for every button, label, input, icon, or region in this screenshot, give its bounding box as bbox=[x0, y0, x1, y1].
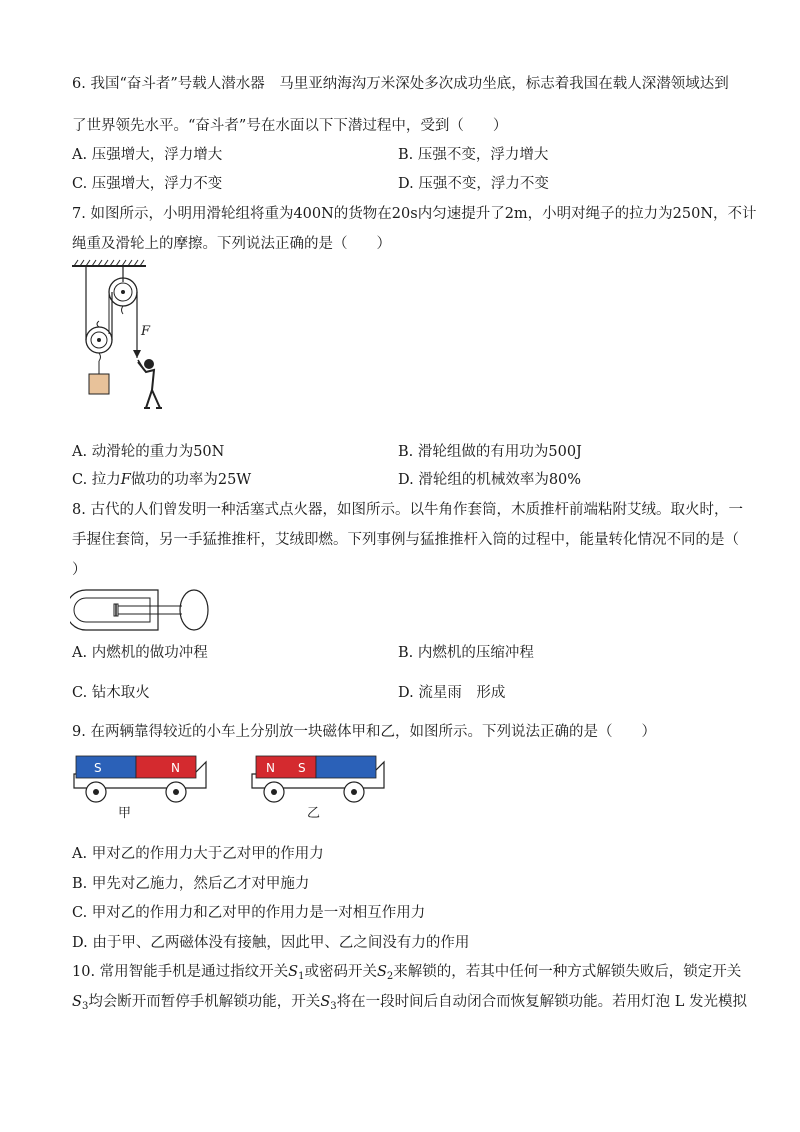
magnet-cart-jia bbox=[70, 748, 210, 806]
q9-option-d: D. 由于甲、乙两磁体没有接触，因此甲、乙之间没有力的作用 bbox=[72, 935, 470, 951]
magnet-pole-label: N bbox=[171, 761, 180, 775]
q8-option-b: B. 内燃机的压缩冲程 bbox=[398, 645, 534, 661]
cart-caption-jia: 甲 bbox=[118, 806, 132, 821]
q8-option-d: D. 流星雨 形成 bbox=[398, 685, 506, 701]
q6-option-d: D. 压强不变，浮力不变 bbox=[398, 176, 549, 192]
q9-option-b: B. 甲先对乙施力，然后乙才对甲施力 bbox=[72, 876, 310, 892]
q6-stem-line1: 6. 我国“奋斗者”号载人潜水器 马里亚纳海沟万米深处多次成功坐底，标志着我国在载人深潜领域达到 bbox=[72, 76, 729, 92]
q7-stem-line1: 7. 如图所示，小明用滑轮组将重为400N的货物在20s内匀速提升了2m，小明对绳子的拉力为250N，不计 bbox=[72, 206, 757, 222]
q9-stem: 9. 在两辆靠得较近的小车上分别放一块磁体甲和乙，如图所示。下列说法正确的是（ ） bbox=[72, 724, 656, 740]
q7-option-b: B. 滑轮组做的有用功为500J bbox=[398, 444, 582, 460]
q7-option-a: A. 动滑轮的重力为50N bbox=[72, 444, 225, 460]
q6-stem-line2: 了世界领先水平。“奋斗者”号在水面以下下潜过程中，受到（ ） bbox=[72, 118, 508, 134]
q8-option-a: A. 内燃机的做功冲程 bbox=[72, 645, 208, 661]
magnet-pole-label: S bbox=[94, 761, 102, 775]
q9-option-a: A. 甲对乙的作用力大于乙对甲的作用力 bbox=[72, 846, 324, 862]
q6-option-c: C. 压强增大，浮力不变 bbox=[72, 176, 223, 192]
magnet-cart-yi bbox=[248, 748, 388, 806]
q8-stem-line2: 手握住套筒，另一手猛推推杆，艾绒即燃。下列事例与猛推推杆入筒的过程中，能量转化情况不同的是（ bbox=[72, 532, 739, 548]
magnet-pole-label: S bbox=[298, 761, 306, 775]
magnet-pole-label: N bbox=[266, 761, 275, 775]
q10-stem-line2: $S_3$均会断开而暂停手机解锁功能，开关$S_3$将在一段时间后自动闭合而恢复解锁功能。若用灯泡 L 发光模拟 bbox=[72, 994, 747, 1012]
q7-option-d: D. 滑轮组的机械效率为80% bbox=[398, 472, 582, 488]
q8-stem-line1: 8. 古代的人们曾发明一种活塞式点火器，如图所示。以牛角作套筒，木质推杆前端粘附艾绒。取火时，一 bbox=[72, 502, 743, 518]
q6-option-b: B. 压强不变，浮力增大 bbox=[398, 147, 549, 163]
q6-option-a: A. 压强增大，浮力增大 bbox=[72, 147, 223, 163]
force-label-f: F bbox=[141, 324, 151, 339]
q8-stem-line3: ） bbox=[72, 562, 87, 578]
q10-stem-line1: 10. 常用智能手机是通过指纹开关$S_1$或密码开关$S_2$来解锁的，若其中任何一种方式解锁失败后，锁定开关 bbox=[72, 964, 742, 982]
pulley-system-figure bbox=[68, 258, 168, 416]
cart-caption-yi: 乙 bbox=[307, 806, 321, 821]
q8-option-c: C. 钻木取火 bbox=[72, 685, 150, 701]
q7-stem-line2: 绳重及滑轮上的摩擦。下列说法正确的是（ ） bbox=[72, 236, 391, 252]
q9-option-c: C. 甲对乙的作用力和乙对甲的作用力是一对相互作用力 bbox=[72, 905, 426, 921]
fire-piston-figure bbox=[70, 586, 215, 634]
q7-option-c: C. 拉力F做功的功率为25W bbox=[72, 472, 252, 488]
